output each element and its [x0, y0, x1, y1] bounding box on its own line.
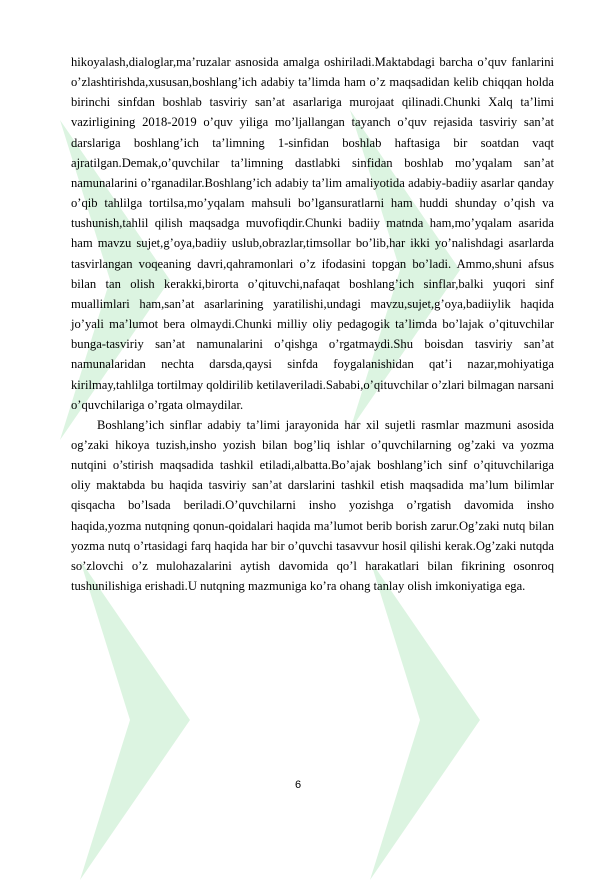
watermark-arrow-icon — [60, 560, 210, 880]
paragraph-2: Boshlang’ich sinflar adabiy ta’limi jarayonida har xil sujetli rasmlar mazmuni asosida og’zaki hikoya tuzish,insho yozish bilan bog’liq ishlar o’quvchilarning og’zaki va yozma nutqini o’stirish maqsadida tashkil etiladi,albatta.Bo’ajak boshlang’ich sinf o’qituvchilariga oliy maktabda bu haqida tasviriy san’at darslarini tashkil etish maqsadida ma’lum bilimlar qisqacha bo’lsada beriladi.O’quvchilarni insho yozishga o’rgatish davomida insho haqida,yozma nutqning qonun-qoidalari haqida ma’lumot berib borish zarur.Og’zaki nutq bilan yozma nutq o’rtasidagi farq haqida har bir o’quvchi tasavvur hosil qilishi kerak.Og’zaki nutqda so’zlovchi o’z mulohazalarini aytish davomida qo’l harakatlari bilan fikrining osonroq tushunilishiga erishadi.U nutqning mazmuniga ko’ra ohang tanlay olish imkoniyatiga ega. — [71, 417, 554, 594]
paragraph-1: hikoyalash,dialoglar,ma’ruzalar asnosida amalga oshiriladi.Maktabdagi barcha o’quv fanlarini o’zlashtirishda,xususan,boshlang’ich adabiy ta’limda ham o’z maqsadidan kelib chiqqan holda birinchi sinfdan boshlab tasviriy san’at asarlariga murojaat qilinadi.Chunki Xalq ta’limi vazirligining 2018-2019 o’quv yiliga mo’ljallangan tayanch o’quv rejasida tasviriy san’at darslariga boshlang’ich ta’limning 1-sinfidan boshlab haftasiga bir soatdan vaqt ajratilgan.Demak,o’quvchilar ta’limning dastlabki sinfidan boshlab mo’yqalam san’at namunalarini o’rganadilar.Boshlang’ich adabiy ta’lim amaliyotida adabiy-badiiy asarlar qanday o’qib tahlilga tortilsa,mo’yqalam mahsuli bo’lgansuratlarni ham huddi shunday o’qish va tushunish,tahlil qilish maqsadga muvofiqdir.Chunki badiiy matnda ham,mo’yqalam asarida ham mavzu sujet,g’oya,badiiy uslub,obrazlar,timsollar bo’lib,har ikki yo’nalishdagi asarlarda tasvirlangan voqeaning davri,qahramonlari o’z ifodasini topgan bo’ladi. Ammo,shuni afsus bilan tan olish kerakki,birorta o’qituvchi,nafaqat boshlang’ich sinflar,balki yuqori sinf muallimlari ham,san’at asarlarining yaratilishi,undagi mavzu,sujet,g’oya,badiiylik haqida jo’yali ma’lumot bera olmaydi.Chunki milliy oliy pedagogik ta’limda bo’lajak o’qituvchilar bunga-tasviriy san’at namunalarini o’qishga o’rgatmaydi.Shu boisdan tasviriy san’at namunalaridan nechta darsda,qaysi sinfda foygalanishidan qat’i nazar,mohiyatiga kirilmay,tahlilga tortilmay qoldirilib ketilaveriladi.Sababi,o’qituvchilar o’zlari bilmagan narsani o’quvchilariga o’rgata olmaydilar. — [71, 55, 554, 412]
page-number: 6 — [294, 779, 302, 791]
watermark-arrow-icon — [350, 560, 500, 880]
body-text — [71, 52, 554, 596]
